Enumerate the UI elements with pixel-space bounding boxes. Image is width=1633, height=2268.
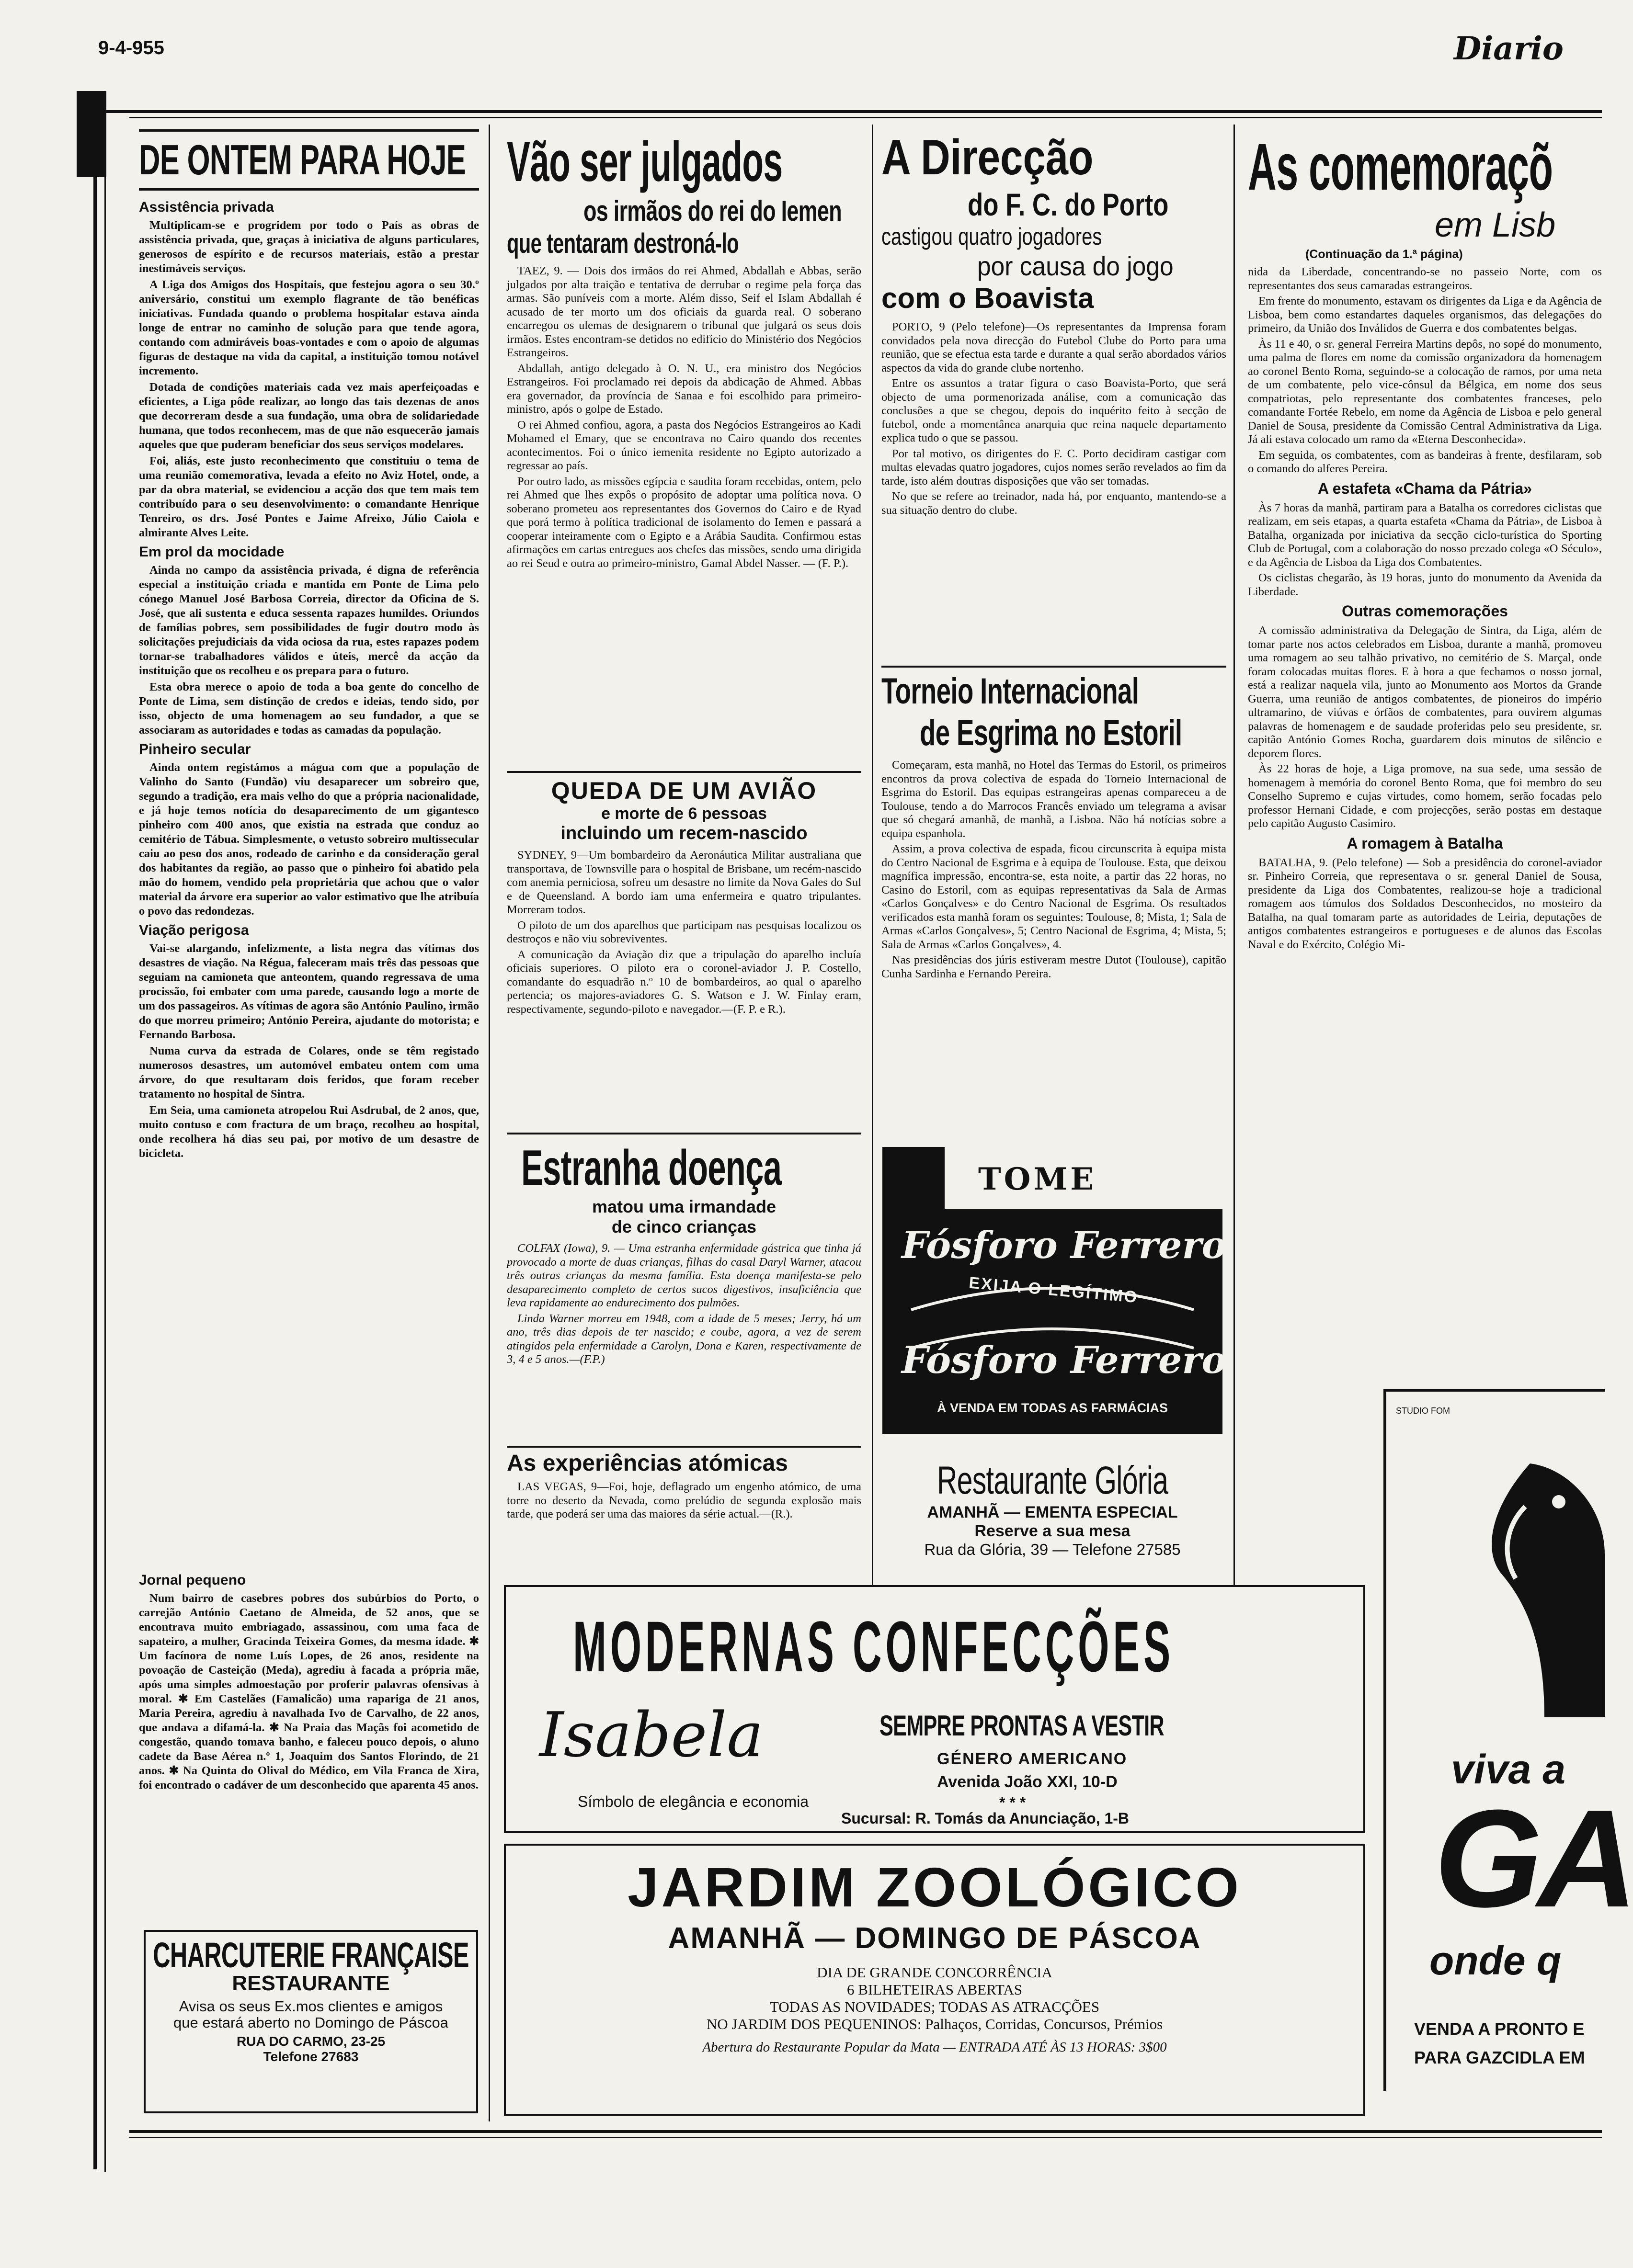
paragraph: Às 11 e 40, o sr. general Ferreira Martins depôs, no sopé do monumento, uma palma de flores em nome da comissão organizadora da homenagem ao coronel Bento Roma, seguindo-se a colocação de ramos, por uma neta de um combatente, pelo vice-cônsul da Bélgica, em nome dos seus compatriotas, pelo representante dos combatentes franceses, pelo comandante Fortée Rebelo, em nome da Agência de Lisboa e pelo general Daniel de Sousa, presidente da Comissão Central Administrativa da Liga. Já ali estava colocado um ramo da «Eterna Desconhecida». (1248, 337, 1602, 446)
top-rule (96, 110, 1602, 113)
paragraph: Em frente do monumento, estavam os dirigentes da Liga e da Agência de Lisboa, bem como estandartes daqueles organismos, das delegações do primeiro, da União dos Inválidos de Guerra e dos combatentes belgas. (1248, 295, 1602, 335)
paragraph: Começaram, esta manhã, no Hotel das Termas do Estoril, os primeiros encontros da prova colectiva de espada do Torneio Internacional de Esgrima do Estoril. Das equipas estrangeiras apenas compareceu a de Toulouse, tendo a do Marrocos Francês enviado um telegrama a avisar que só chegará amanhã, de manhã, a Lisboa. Não há notícias sobre a equipa espanhola. (881, 759, 1226, 840)
ad-gloria-title: Restaurante Glória (936, 1459, 1168, 1502)
subhead-irmandade: matou uma irmandade (592, 1197, 777, 1216)
ad-charcuterie (144, 1930, 478, 2113)
paragraph: Abdallah, antigo delegado à O. N. U., era ministro dos Negócios Estrangeiros. Foi proclamado rei depois da abdicação de Ahmed. Abbas era governador, da província de Sanaa e foi escolhido para primeiro-ministro, após o golpe de Estado. (507, 362, 861, 416)
paragraph: Os ciclistas chegarão, às 19 horas, junto do monumento da Avenida da Liberdade. (1248, 571, 1602, 598)
column-atomicas (507, 1450, 861, 1579)
headline-direccao: A Direcção (881, 130, 1094, 185)
col-sep-1 (489, 125, 490, 2121)
ad-modernas-stars: * * * (999, 1794, 1026, 1811)
ad-venda-pronto: VENDA A PRONTO E (1414, 2019, 1585, 2039)
paragraph: O rei Ahmed confiou, agora, a pasta dos Negócios Estrangeiros ao Kadi Mohamed el Emary, que se encontrava no Cairo quando dos recentes acontecimentos. Foi o único iemenita residente no Egipto autorizado a regressar ao país. (507, 418, 861, 472)
ad-modernas-l2: GÉNERO AMERICANO (937, 1750, 1128, 1768)
paragraph: Esta obra merece o apoio de toda a boa gente do concelho de Ponte de Lima, sem distinção de credos e ideias, tendo sido, por isso, objecto de uma homenagem ao seu fundador, a que se associaram as autoridades e todas as camadas da população. (139, 680, 479, 737)
ad-exija: EXIJA O LEGÍTIMO (968, 1273, 1139, 1307)
paper-name: Diario (1454, 30, 1564, 67)
subhead-recem: incluindo um recem-nascido (560, 823, 808, 843)
headline-boavista: com o Boavista (881, 282, 1094, 314)
separator (507, 1133, 861, 1134)
paragraph: Linda Warner morreu em 1948, com a idade de 5 meses; Jerry, há um ano, três dias depois de ter nascido; e coube, agora, a vez de serem atingidos pela enfermidade a Carolyn, Dona e Karen, respectivamente de 3, 4 e 5 anos.—(F.P.) (507, 1312, 861, 1366)
subhead-criancas: de cinco crianças (611, 1217, 757, 1236)
headline-irmaos: os irmãos do rei do Iemen (583, 195, 842, 227)
paragraph: Multiplicam-se e progridem por todo o País as obras de assistência privada, que, graças à iniciativa de alguns particulares, generosos de espírito e de recursos materiais, estão a prestar inestimáveis serviços. (139, 219, 479, 275)
ad-viva: viva a (1451, 1746, 1566, 1792)
ad-jardim-zoologico (504, 1844, 1365, 2116)
paragraph: Entre os assuntos a tratar figura o caso Boavista-Porto, que será objecto de uma pormenorizada análise, com a comunicação das conclusões a que se chegou, depois do inquérito feito à secção de futebol, onde a momentânea anarquia que reina naquele departamento explica tudo o que se passou. (881, 377, 1226, 444)
column-ontem-para-hoje (139, 129, 479, 1580)
paragraph: Vai-se alargando, infelizmente, a lista negra das vítimas dos desastres de viação. Na Régua, faleceram mais três das pessoas que seguiam na camioneta que anteontem, quando regressava de uma procissão, foi embater com uma parede, causando logo a morte de um dos passageiros. As vítimas de agora são António Paulino, irmão do que morreu primeiro; António Pereira, ajudante do motorista; e Fernando Barbosa. (139, 942, 479, 1041)
column-queda-aviao (507, 777, 861, 1131)
ad-zoo-l4: NO JARDIM DOS PEQUENINOS: Palhaços, Corridas, Concursos, Prémios (706, 2016, 1163, 2032)
ad-charcuterie-text: Avisa os seus Ex.mos clientes e amigos que estará aberto no Domingo de Páscoa (173, 1998, 448, 2031)
ad-zoo-l2: 6 BILHETEIRAS ABERTAS (847, 1981, 1022, 1998)
ad-zoo-title: JARDIM ZOOLÓGICO (628, 1856, 1242, 1918)
paragraph: Numa curva da estrada de Colares, onde se têm registado numerosos desastres, um automóvel embateu ontem com uma árvore, do que resultaram dois feridos, que foram receber tratamento no hospital de Sintra. (139, 1044, 479, 1100)
column-esgrima (881, 670, 1226, 1130)
column-comemoracoes (1248, 129, 1602, 1336)
headline-jogo: por causa do jogo (977, 251, 1174, 281)
separator (507, 771, 861, 773)
paragraph: Às 22 horas de hoje, a Liga promove, na sua sede, uma sessão de homenagem à memória do coronel Bento Roma, que foi membro do seu Conselho Supremo e cujas virtudes, como homem, serão focadas pelo professor Hernani Cidade, e com projecções, serão postas em destaque pelo capitão Augusto Casimiro. (1248, 762, 1602, 830)
ad-gloria-l1: AMANHÃ — EMENTA ESPECIAL (927, 1503, 1178, 1521)
ad-venda: À VENDA EM TODAS AS FARMÁCIAS (936, 1401, 1168, 1415)
headline-torneio: Torneio Internacional (881, 671, 1139, 712)
ad-gloria-l2: Reserve a sua mesa (974, 1522, 1131, 1540)
ad-onde: onde q (1429, 1938, 1562, 1983)
headline-julgados: Vão ser julgados (507, 130, 783, 193)
paragraph: BATALHA, 9. (Pelo telefone) — Sob a presidência do coronel-aviador sr. Pinheiro Correia, que representava o sr. general Daniel de Sousa, presidente da Liga dos Combatentes, realizou-se hoje a tradicional romagem aos túmulos dos Soldados Desconhecidos, no mosteiro da Batalha, na qual tomaram parte as autoridades de Leiria, deputações de antigos combatentes estrangeiros e portugueses e de alunos das Escolas Naval e do Exército, Colégio Mi- (1248, 856, 1602, 951)
paragraph: A comissão administrativa da Delegação de Sintra, da Liga, além de tomar parte nos actos celebrados em Lisboa, durante a manhã, promoveu uma romagem ao seu talhão privativo, no cemitério de S. Marçal, onde foram colocadas muitas flores. E à hora a que fechamos o nosso jornal, está a realizar naquela vila, junto ao Monumento aos Mortos da Grande Guerra, uma reunião de antigos combatentes, de pioneiros do império ultramarino, de viúvas e órfãos de combatentes, para ouvirem algumas palavras de homenagem e de saudade proferidas pelo seu presidente, sr. capitão António Gomes Rocha, guardarem dois minutos de silêncio e deporem flores. (1248, 624, 1602, 760)
col-sep-3 (1233, 125, 1235, 1585)
left-rule (93, 91, 97, 2169)
ad-charcuterie-sub: RESTAURANTE (232, 1972, 390, 1995)
paragraph: nida da Liberdade, concentrando-se no passeio Norte, com os representantes dos seus camaradas estrangeiros. (1248, 265, 1602, 292)
ad-modernas-l1: SEMPRE PRONTAS A VESTIR (879, 1710, 1164, 1742)
headline-castigou: castigou quatro jogadores (881, 223, 1102, 250)
ad-fosforo-ferrero (882, 1147, 1227, 1434)
headline-fc-porto: do F. C. do Porto (968, 187, 1169, 222)
paragraph: No que se refere ao treinador, nada há, por enquanto, mantendo-se a sua situação dentro do clube. (881, 490, 1226, 517)
paragraph: A Liga dos Amigos dos Hospitais, que festejou agora o seu 30.º aniversário, constitui um exemplo flagrante de tão benéficas iniciativas. Fundada quando o problema hospitalar estava ainda longe de entrar no caminho de solução para que tende agora, contando com admiráveis boas-vontades e com o apoio de algumas figuras de destaque na vida da capital, a instituição tomou notável incremento. (139, 278, 479, 377)
ad-gazcidla-line: PARA GAZCIDLA EM (1414, 2048, 1585, 2067)
paragraph: Dotada de condições materiais cada vez mais aperfeiçoadas e eficientes, a Liga pôde realizar, ao longo das tais dezenas de anos que decorreram desde a sua fundação, uma obra de solidariedade humana, que todos reconhecem, mas de que não esquecerão jamais aqueles que que puderam beneficiar dos seus serviços modelares. (139, 381, 479, 451)
separator (507, 1446, 861, 1448)
headline-lisboa: em Lisb (1435, 206, 1556, 244)
paragraph: A comunicação da Aviação diz que a tripulação do aparelho incluía oficiais superiores. O piloto era o coronel-aviador J. P. Costello, comandante do esquadrão n.º 10 de bombardeiros, ao qual o aparelho pertencia; os majores-aviadores G. S. Watson e J. W. Finlay eram, respectivamente, segundo-piloto e navegador.—(F. P. e R.). (507, 948, 861, 1016)
ad-charcuterie-tel: Telefone 27683 (263, 2049, 359, 2064)
paragraph: Nas presidências dos júris estiveram mestre Dutot (Toulouse), capitão Cunha Sardinha e Fernando Pereira. (881, 953, 1226, 980)
continuation-note: (Continuação da 1.ª página) (1305, 248, 1463, 261)
ad-zoo-l5: Abertura do Restaurante Popular da Mata — ENTRADA ATÉ ÀS 13 HORAS: 3$00 (702, 2040, 1167, 2055)
headline-estranha: Estranha doença (521, 1140, 782, 1196)
ad-charcuterie-addr: RUA DO CARMO, 23-25 (236, 2034, 386, 2049)
paragraph: Ainda ontem registámos a mágua com que a população de Valinho do Santo (Fundão) viu desaparecer um sobreiro que, segundo a tradição, era mais velho do que a própria nacionalidade, e já hoje temos notícia do desaparecimento de um gigantesco pinheiro com 400 anos, que existia na estrada que conduz ao cemitério de Tábua. Simplesmente, o vetusto sobreiro multissecular caiu ao peso dos anos, rodeado de carinho e da consideração geral dos habitantes da região, ao passo que o pinheiro foi abatido pela mão do homem, vendido pela proprietária que achou que o valor material da árvore era superior ao valor estimativo que lhe atribuía o povo das redondezas. (139, 761, 479, 918)
paragraph: Assim, a prova colectiva de espada, ficou circunscrita à equipa mista do Centro Nacional de Esgrima e à equipa de Toulouse. Esta, que deixou magnífica impressão, encontra-se, esta noite, a partir das 22 horas, no Casino do Estoril, com as equipas representativas da Sala de Armas «Carlos Gonçalves» e do Centro Nacional de Esgrima. Os resultados verificados esta manhã foram os seguintes: Toulouse, 8; Mista, 1; Sala de Armas «Carlos Gonçalves», 5; Centro Nacional de Esgrima, 4; Mista, 5; Sala de Armas «Carlos Gonçalves», 4. (881, 842, 1226, 951)
ad-brand-top: Fósforo Ferrero (902, 1224, 1227, 1267)
paragraph: Foi, aliás, este justo reconhecimento que constituiu o tema de uma reunião comemorativa, levada a efeito no Aviz Hotel, onde, a par da obra material, se evidenciou a acção dos que tem mais tem contribuído para o seu desenvolvimento: o comandante Henrique Tenreiro, os drs. José Pontes e Jaime Afreixo, Júlio Caiola e almirante Alves Leite. (139, 454, 479, 539)
subhead-viacao: Viação perigosa (139, 922, 249, 938)
ad-restaurante-gloria (882, 1458, 1222, 1576)
left-bar (77, 91, 106, 177)
ad-brand-bottom: Fósforo Ferrero (902, 1338, 1227, 1382)
ad-zoo-l1: DIA DE GRANDE CONCORRÊNCIA (817, 1964, 1052, 1981)
paragraph: O piloto de um dos aparelhos que participam nas pesquisas localizou os destroços e não viu sobreviventes. (507, 919, 861, 945)
column-iemen (507, 129, 861, 766)
left-rule-inner (104, 113, 106, 2172)
paragraph: Às 7 horas da manhã, partiram para a Batalha os corredores ciclistas que realizam, em seis etapas, a quarta estafeta «Chama da Pátria», de Lisboa à Batalha, organizada por iniciativa da secção ciclo-turística do Sporting Club de Portugal, com a colaboração do nosso prezado colega «O Século», e da Agência de Lisboa da Liga dos Combatentes. (1248, 501, 1602, 569)
ad-tome: TOME (978, 1161, 1096, 1197)
subhead-estafeta: A estafeta «Chama da Pátria» (1317, 479, 1532, 497)
column-jornal-pequeno (139, 1568, 479, 1932)
bird-illustration (1386, 1449, 1605, 1717)
bottom-rule (129, 2130, 1602, 2133)
ad-charcuterie-title: CHARCUTERIE FRANÇAISE (153, 1935, 469, 1975)
subhead-outras: Outras comemorações (1342, 602, 1508, 620)
ad-zoo-sub: AMANHÃ — DOMINGO DE PÁSCOA (668, 1922, 1201, 1955)
subhead-mocidade: Em prol da mocidade (139, 544, 285, 560)
subhead-romagem: A romagem à Batalha (1347, 834, 1503, 852)
paragraph: Num bairro de casebres pobres dos subúrbios do Porto, o carrejão António Caetano de Almeida, de 52 anos, que se encontrava muito embriagado, assassinou, com uma faca de sapateiro, a mulher, Gracinda Teixeira Gomes, da mesma idade. ✱ Um facínora de nome Luís Lopes, de 26 anos, residente na povoação de Casteição (Meda), agrediu à facada a própria mãe, após uma simples admoestação por proferir palavras ofensivas à moral. ✱ Em Castelães (Famalicão) uma rapariga de 21 anos, Maria Pereira, agrediu à navalhada Ivo de Carvalho, de 22 anos, que andava a difamá-la. ✱ Na Praia das Maçãs foi acometido de congestão, quando tomava banho, e faleceu pouco depois, o aluno cadete da Base Aérea n.º 1, Joaquim dos Santos Florindo, de 21 anos. ✱ Na Quinta do Olival do Médico, em Vila Franca de Xira, foi encontrado o cadáver de um desconhecido que aparenta 45 anos. (139, 1592, 479, 1792)
ad-studio: STUDIO FOM (1396, 1406, 1450, 1416)
paragraph: SYDNEY, 9—Um bombardeiro da Aeronáutica Militar australiana que transportava, de Townsville para o hospital de Brisbane, um recém-nascido com anemia perniciosa, sofreu um desastre no limite da Nova Gales do Sul e de Queensland. A bordo iam uma enfermeira e quatro tripulantes. Morreram todos. (507, 849, 861, 916)
headline-destrona: que tentaram destroná-lo (507, 228, 739, 259)
col-sep-2 (872, 125, 873, 1585)
separator (881, 666, 1226, 668)
page-date: 9-4-955 (98, 37, 164, 58)
paragraph: LAS VEGAS, 9—Foi, hoje, deflagrado um engenho atómico, de uma torre no deserto da Nevada, como prelúdio de segunda explosão mais tarde, que poderá ser uma das maiores da série actual.—(R.). (507, 1480, 861, 1520)
subhead-assistencia: Assistência privada (139, 199, 274, 215)
paragraph: Por outro lado, as missões egípcia e saudita foram recebidas, ontem, pelo rei Ahmed que lhes expôs o propósito de adoptar uma política nova. O soberano prometeu aos representantes dos Governos do Cairo e de Ryad que porá termo à política tradicional de isolamento do Iemen e passará a cooperar inteiramente com o Egipto e a Arábia Saudita. Confirmou estas afirmações em cartas entregues aos chefes das missões, sendo uma dirigida ao rei Seud e outra ao primeiro-ministro, Gamal Abdel Nasser. — (F. P.). (507, 475, 861, 570)
ad-gloria-l3: Rua da Glória, 39 — Telefone 27585 (924, 1541, 1181, 1558)
ad-modernas-l4: Sucursal: R. Tomás da Anunciação, 1-B (841, 1810, 1130, 1827)
paragraph: Ainda no campo da assistência privada, é digna de referência especial a instituição criada e mantida em Ponte de Lima pelo cónego Manuel José Barbosa Correia, director da Oficina de S. José, que ali sustenta e educa sessenta rapazes humildes. Oriundos de famílias pobres, sem possibilidades de fugir doutro modo às solicitações prejudiciais da vida ociosa da rua, estes rapazes podem tornar-se trabalhadores válidos e úteis, mercê da acção da instituição que os recolheu e os prepara para o futuro. (139, 564, 479, 677)
ad-modernas-confeccoes (504, 1585, 1365, 1833)
ad-zoo-l3: TODAS AS NOVIDADES; TODAS AS ATRACÇÕES (769, 1998, 1100, 2015)
paragraph: Em Seia, uma camioneta atropelou Rui Asdrubal, de 2 anos, que, muito contuso e com fractura de um braço, recolheu ao hospital, onde recolhera há dias seu pai, por motivo de um desastre de bicicleta. (139, 1104, 479, 1160)
headline-atomicas: As experiências atómicas (507, 1451, 788, 1476)
ad-gazcidla (1383, 1389, 1633, 2091)
top-rule-thin (129, 117, 1602, 118)
ad-modernas-title: MODERNAS CONFECÇÕES (573, 1606, 1175, 1687)
headline-queda: QUEDA DE UM AVIÃO (551, 777, 817, 804)
section-title: DE ONTEM PARA HOJE (139, 136, 466, 183)
subhead-pinheiro: Pinheiro secular (139, 741, 251, 757)
paragraph: PORTO, 9 (Pelo telefone)—Os representantes da Imprensa foram convidados pela nova direcção do Futebol Clube do Porto para uma reunião, que se efectua esta tarde e durante a qual serão abordados vários aspectos da vida do grande clube nortenho. (881, 320, 1226, 374)
column-fc-porto (881, 129, 1226, 661)
paragraph: Em seguida, os combatentes, com as bandeiras à frente, desfilaram, sob o comando do alferes Pereira. (1248, 448, 1602, 475)
ad-brand-big: GA (1434, 1781, 1633, 1936)
ad-modernas-l3: Avenida João XXI, 10-D (937, 1773, 1118, 1791)
headline-comemoracoes: As comemoraçõ (1248, 130, 1553, 204)
paragraph: TAEZ, 9. — Dois dos irmãos do rei Ahmed, Abdallah e Abbas, serão julgados por alta traição e tentativa de derrubar o regime pela força das armas. São puníveis com a morte. Além disso, Seif el Islam Abdallah é acusado de ter morto um dos oficiais da guarda real. O soberano encarregou os ulemas de designarem o tribunal que julgará os seus dois irmãos. Estes encontram-se detidos no edifício do Ministério dos Negócios Estrangeiros. (507, 264, 861, 359)
headline-esgrima: de Esgrima no Estoril (920, 713, 1182, 753)
bottom-rule-2 (129, 2137, 1602, 2138)
paragraph: COLFAX (Iowa), 9. — Uma estranha enfermidade gástrica que tinha já provocado a morte de duas crianças, filhas do casal Daryl Warner, atacou três outras crianças da mesma família. Esta doença manifesta-se pelo desaparecimento completo de certos sucos digestivos, insuficiência que leva rapidamente ao endurecimento dos pulmões. (507, 1242, 861, 1309)
subhead-jornal-pequeno: Jornal pequeno (139, 1572, 246, 1588)
ad-modernas-slogan: Símbolo de elegância e economia (578, 1793, 809, 1810)
paragraph: Por tal motivo, os dirigentes do F. C. Porto decidiram castigar com multas elevadas quatro jogadores, cujos nomes serão revelados ao fim da tarde, isto além doutras disposições que vão ser tomadas. (881, 447, 1226, 488)
column-estranha-doenca (507, 1140, 861, 1451)
subhead-morte: e morte de 6 pessoas (601, 805, 767, 823)
ad-modernas-signature: Isabela (539, 1700, 764, 1771)
